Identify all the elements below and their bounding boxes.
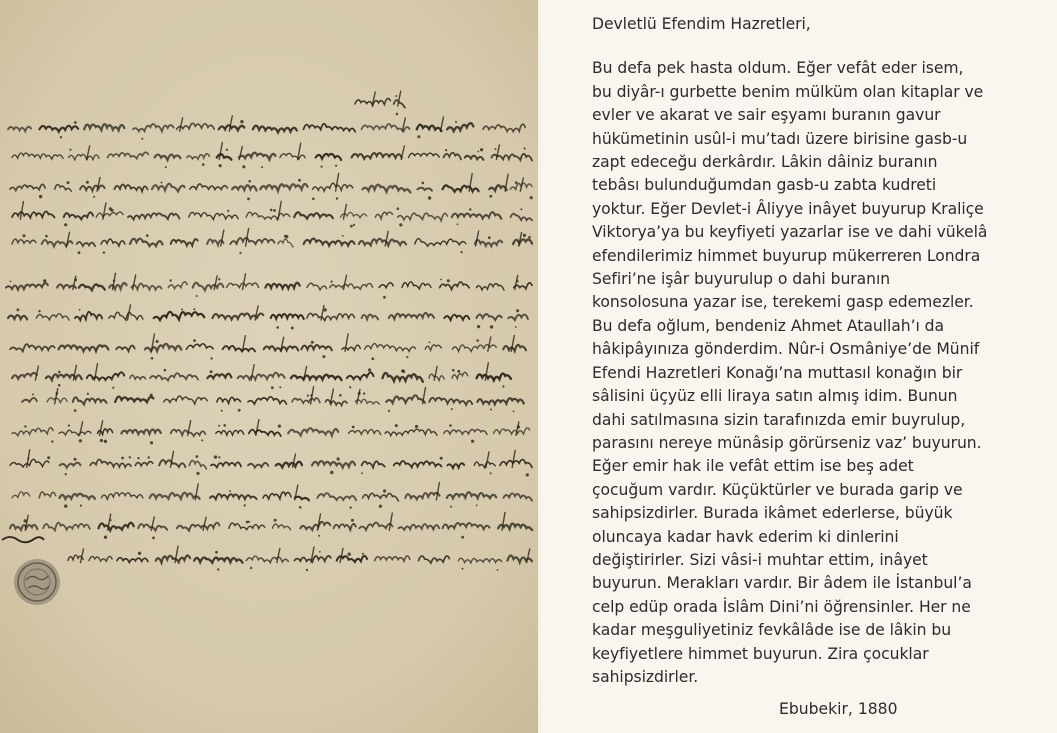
- letter-line: evler ve akarat ve sair eşyamı buranın gavur: [592, 106, 941, 125]
- letter-line: bu diyâr-ı gurbette benim mülküm olan kitaplar ve: [592, 82, 984, 101]
- letter-line: parasını nereye münâsip görürseniz vaz’ buyurun.: [592, 433, 982, 452]
- letter-line: efendilerimiz himmet buyurup mükerreren Londra: [592, 246, 981, 265]
- letter-line: yoktur. Eğer Devlet-i Âliyye inâyet buyurup Kraliçe: [592, 199, 984, 218]
- letter-line: değiştirirler. Sizi vâsi-i muhtar ettim, inâyet: [592, 550, 928, 569]
- letter-line: oluncaya kadar havk ederim ki dinlerini: [592, 527, 899, 546]
- letter-line: kadar meşguliyetiniz fevkâlâde ise de lâkin bu: [592, 621, 952, 640]
- letter-line: Sefiri’ne işâr buyurulup o dahi buranın: [592, 270, 891, 289]
- letter-salutation: Devletlü Efendim Hazretleri,: [592, 15, 811, 33]
- transcription-panel: [541, 0, 1057, 733]
- letter-line: Bu defa oğlum, bendeniz Ahmet Ataullah’ı da: [592, 316, 945, 335]
- letter-line: konsolosuna yazar ise, terekemi gasp edemezler.: [592, 293, 974, 312]
- letter-line: sahipsizdirler. Burada ikâmet ederlerse, büyük: [592, 504, 953, 523]
- letter-line: keyfiyetlere himmet buyurun. Zira çocuklar: [592, 644, 929, 663]
- letter-line: tebâsı bulunduğumdan gasb-u zabta kudreti: [592, 176, 937, 195]
- letter-line: hükümetinin usûl-i mu’tadı üzere birisine gasb-u: [592, 129, 968, 148]
- letter-line: Eğer emir hak ile vefât ettim ise beş adet: [592, 457, 914, 476]
- seal-stamp-icon: [14, 559, 60, 605]
- letter-line: hâkipâyınıza gönderdim. Nûr-i Osmâniye’de Münif: [592, 340, 980, 359]
- letter-line: celp edüp orada İslâm Dini’ni öğrensinler. Her ne: [592, 597, 971, 616]
- letter-text: [592, 13, 1052, 689]
- letter-line: Viktorya’ya bu keyfiyeti yazarlar ise ve dahi vükelâ: [592, 223, 988, 242]
- letter-line: zapt edeceğu derkârdır. Lâkin dâiniz buranın: [592, 153, 938, 172]
- letter-line: çocuğum vardır. Küçüktürler ve burada garip ve: [592, 480, 963, 499]
- letter-line: Bu defa pek hasta oldum. Eğer vefât eder isem,: [592, 59, 964, 78]
- letter-line: Efendi Hazretleri Konağı’na muttasıl konağın bir: [592, 363, 963, 382]
- letter-line: dahi satılmasına sizin tarafınızda emir buyrulup,: [592, 410, 966, 429]
- letter-signature: Ebubekir, 1880: [779, 700, 898, 718]
- letter-line: sâlisini üçyüz elli liraya satın almış idim. Bunun: [592, 387, 958, 406]
- letter-line: buyurun. Merakları vardır. Bir âdem ile İstanbul’a: [592, 574, 972, 593]
- letter-body: [592, 57, 1052, 689]
- letter-line: sahipsizdirler.: [592, 667, 699, 686]
